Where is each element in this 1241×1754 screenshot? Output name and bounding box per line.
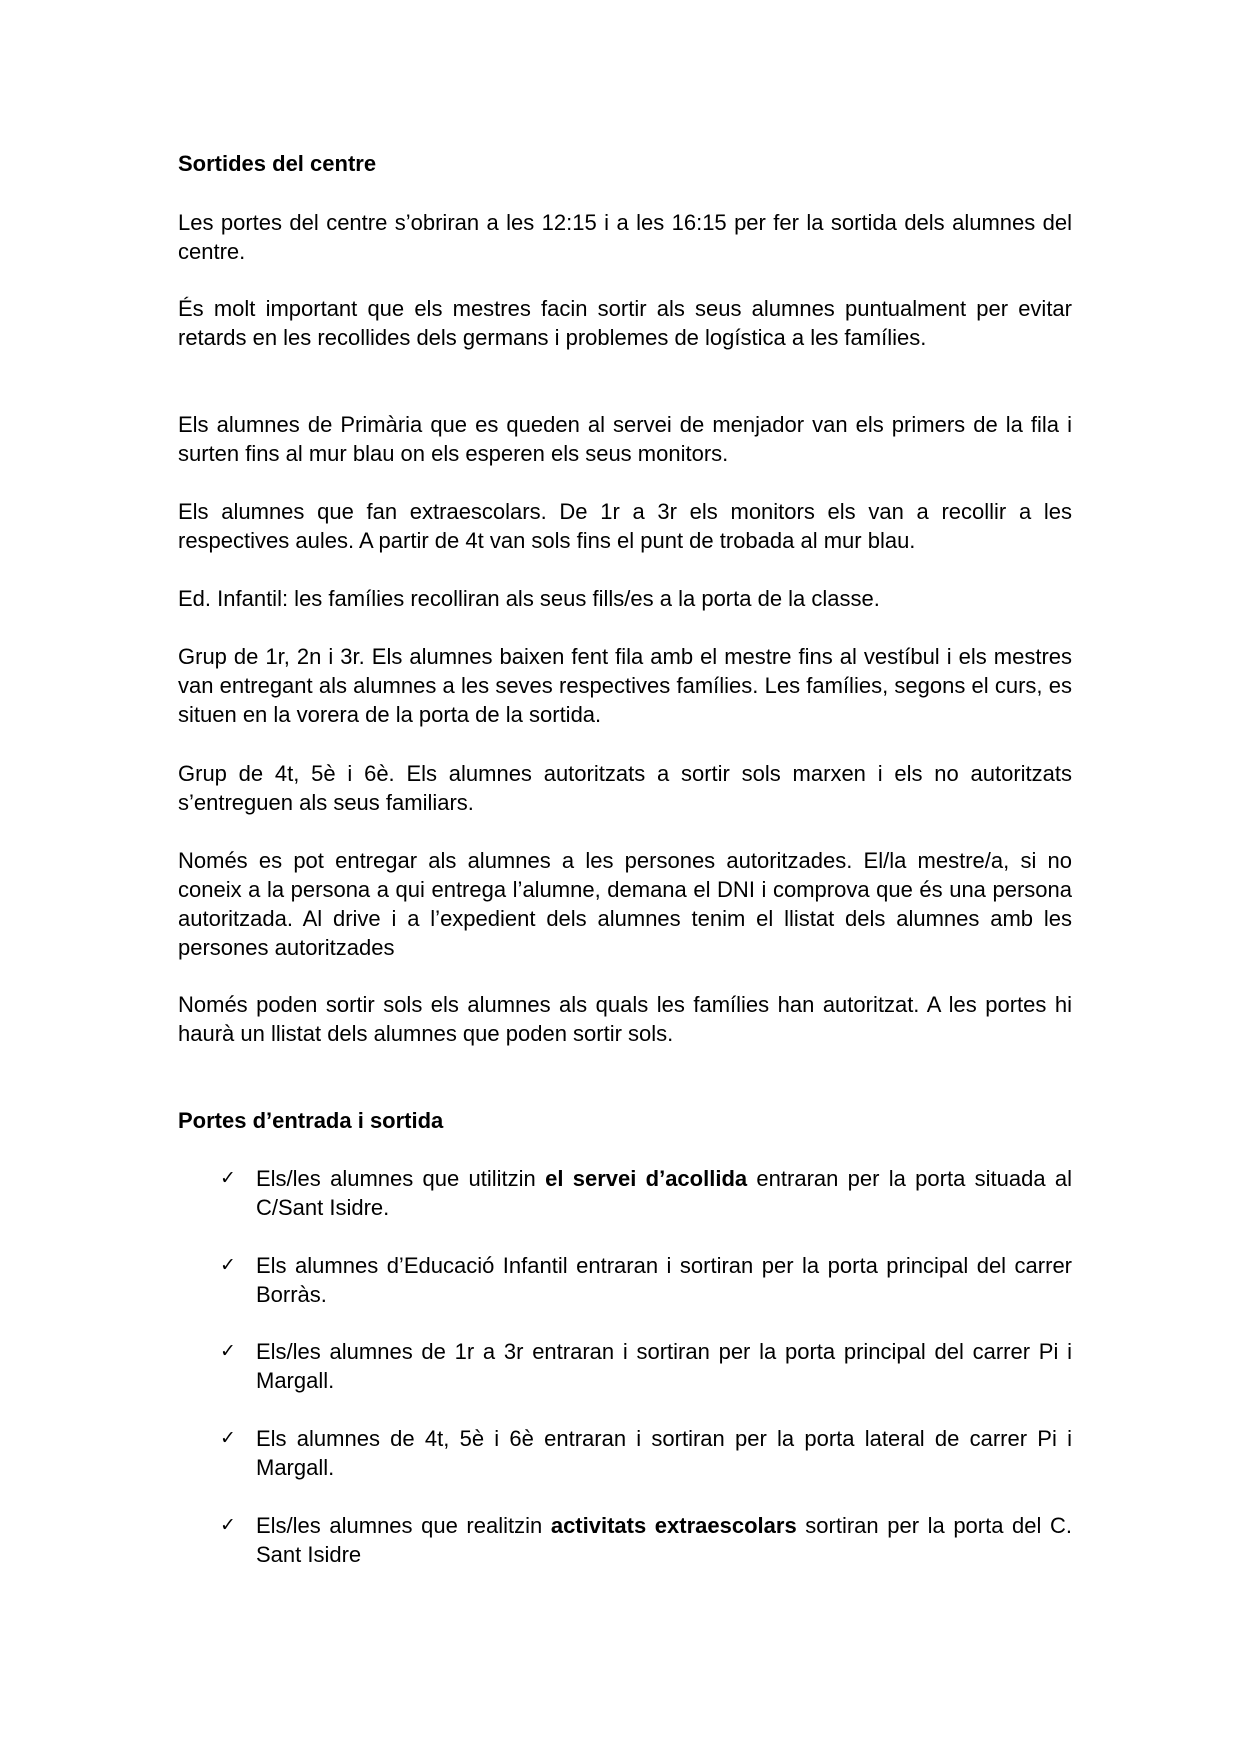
paragraph: Ed. Infantil: les famílies recolliran als seus fills/es a la porta de la classe. bbox=[178, 586, 880, 611]
paragraph: Grup de 4t, 5è i 6è. Els alumnes autoritzats a sortir sols marxen i els no autoritzats s’entreguen als seus familiars. bbox=[178, 761, 1072, 815]
paragraph: Només es pot entregar als alumnes a les persones autoritzades. El/la mestre/a, si no coneix a la persona a qui entrega l’alumne, demana el DNI i comprova que és una persona autoritzada. Al drive i a l’expedient dels alumnes tenim el llistat dels alumnes amb les persones autoritzades bbox=[178, 848, 1072, 960]
checkmark-icon: ✓ bbox=[220, 1514, 236, 1536]
bullet-item bbox=[220, 1164, 1072, 1222]
bullet-text: Els alumnes d’Educació Infantil entraran i sortiran per la porta principal del carrer Borràs. bbox=[256, 1253, 1072, 1307]
paragraph: Els alumnes de Primària que es queden al servei de menjador van els primers de la fila i surten fins al mur blau on els esperen els seus monitors. bbox=[178, 412, 1072, 466]
bullet-bold-text: el servei d’acollida bbox=[545, 1166, 748, 1191]
bullet-text: sortiran per la porta del C. Sant Isidre bbox=[256, 1513, 1072, 1567]
bullet-text: Els/les alumnes de 1r a 3r entraran i sortiran per la porta principal del carrer Pi i Margall. bbox=[256, 1339, 1072, 1393]
bullet-text: Els/les alumnes que utilitzin bbox=[256, 1166, 546, 1191]
paragraph: És molt important que els mestres facin sortir als seus alumnes puntualment per evitar retards en les recollides dels germans i problemes de logística a les famílies. bbox=[178, 296, 1072, 350]
section-heading-portes: Portes d’entrada i sortida bbox=[178, 1108, 444, 1133]
paragraph: Els alumnes que fan extraescolars. De 1r a 3r els monitors els van a recollir a les respectives aules. A partir de 4t van sols fins el punt de trobada al mur blau. bbox=[178, 499, 1072, 553]
paragraph: Només poden sortir sols els alumnes als quals les famílies han autoritzat. A les portes hi haurà un llistat dels alumnes que poden sortir sols. bbox=[178, 992, 1072, 1046]
paragraph: Grup de 1r, 2n i 3r. Els alumnes baixen fent fila amb el mestre fins al vestíbul i els mestres van entregant als alumnes a les seves respectives famílies. Les famílies, segons el curs, es situen en la vorera de la porta de la sortida. bbox=[178, 644, 1072, 727]
bullet-text: Els alumnes de 4t, 5è i 6è entraran i sortiran per la porta lateral de carrer Pi i Margall. bbox=[256, 1426, 1072, 1480]
bullet-item bbox=[220, 1511, 1072, 1569]
bullet-text: Els/les alumnes que realitzin bbox=[256, 1513, 551, 1538]
checkmark-icon: ✓ bbox=[220, 1167, 236, 1189]
bullet-bold-text: activitats extraescolars bbox=[550, 1513, 797, 1538]
bullet-item bbox=[220, 1337, 1072, 1395]
checkmark-icon: ✓ bbox=[220, 1427, 236, 1449]
checkmark-icon: ✓ bbox=[220, 1254, 236, 1276]
bullet-text: entraran per la porta situada al C/Sant Isidre. bbox=[256, 1166, 1072, 1220]
section-heading-sortides: Sortides del centre bbox=[178, 151, 377, 176]
checkmark-icon: ✓ bbox=[220, 1340, 236, 1362]
paragraph: Les portes del centre s’obriran a les 12:15 i a les 16:15 per fer la sortida dels alumnes del centre. bbox=[178, 210, 1072, 264]
bullet-item bbox=[220, 1424, 1072, 1482]
bullet-item bbox=[220, 1251, 1072, 1309]
